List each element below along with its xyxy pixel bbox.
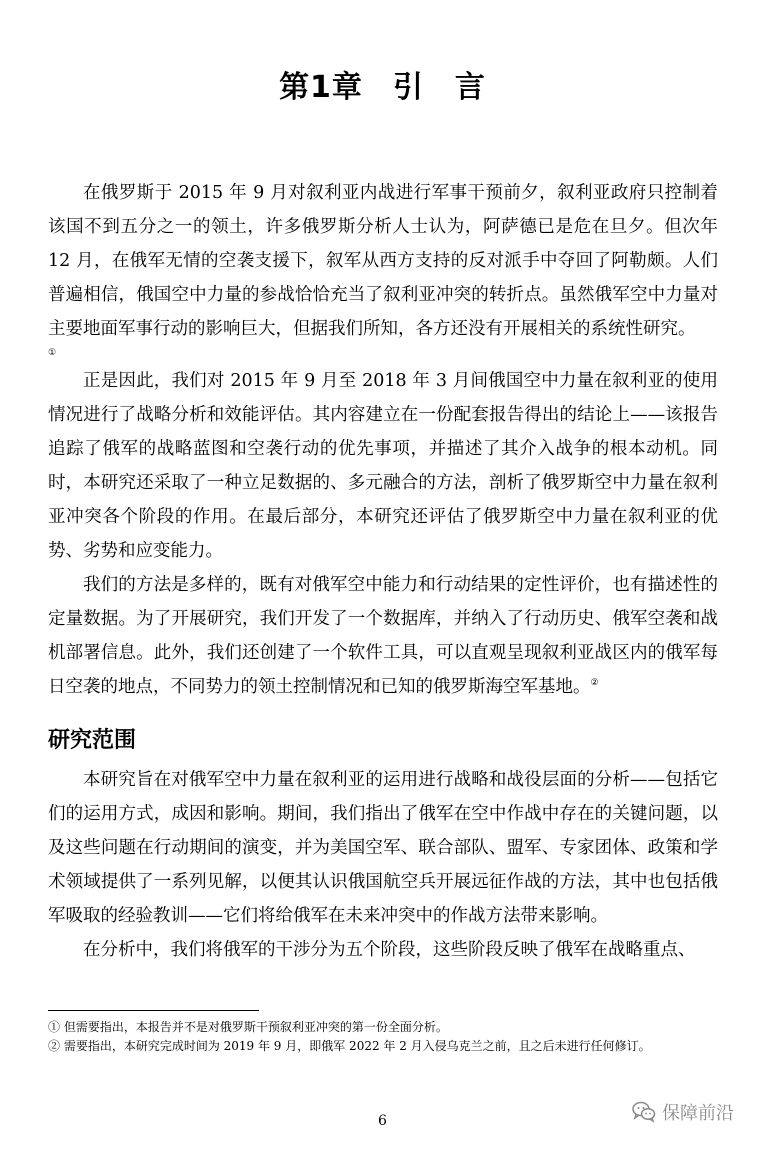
chapter-title: [0, 62, 765, 106]
footnotes: [48, 1018, 728, 1056]
footnote-2: ② 需要指出，本研究完成时间为 2019 年 9 月，即俄军 2022 年 2 月入侵乌克兰之前，且之后未进行任何修订。: [48, 1039, 651, 1053]
paragraph-2-text: 正是因此，我们对 2015 年 9 月至 2018 年 3 月间俄国空中力量在叙利亚的使用情况进行了战略分析和效能评估。其内容建立在一份配套报告得出的结论上——该报告追踪了俄军的战略蓝图和空袭行动的优先事项，并描述了其介入战争的根本动机。同时，本研究还采取了一种立足数据的、多元融合的方法，剖析了俄罗斯空中力量在叙利亚冲突各个阶段的作用。在最后部分，本研究还评估了俄罗斯空中力量在叙利亚的优势、劣势和应变能力。: [48, 371, 718, 561]
watermark-text: 保障前沿: [662, 1103, 734, 1124]
footnote-divider: [48, 1010, 259, 1011]
watermark: [632, 1099, 734, 1125]
paragraph-1: [48, 176, 718, 360]
section-body: [48, 763, 718, 967]
footnote-ref-1[interactable]: ①: [48, 348, 57, 358]
intro-body: [48, 176, 718, 704]
footnote-1: ① 但需要指出，本报告并不是对俄罗斯干预叙利亚冲突的第一份全面分析。: [48, 1020, 448, 1034]
section-paragraph-1: [48, 763, 718, 933]
section-paragraph-2: [48, 933, 718, 967]
section-paragraph-1-text: 本研究旨在对俄军空中力量在叙利亚的运用进行战略和战役层面的分析——包括它们的运用方式，成因和影响。期间，我们指出了俄军在空中作战中存在的关键问题，以及这些问题在行动期间的演变，并为美国空军、联合部队、盟军、专家团体、政策和学术领域提供了一系列见解，以便其认识俄国航空兵开展远征作战的方法，其中也包括俄军吸取的经验教训——它们将给俄军在未来冲突中的作战方法带来影响。: [48, 770, 718, 926]
paragraph-2: [48, 364, 718, 568]
wechat-icon: [632, 1101, 656, 1123]
chapter-label: 第1章: [279, 70, 363, 105]
paragraph-3-text: 我们的方法是多样的，既有对俄军空中能力和行动结果的定性评价，也有描述性的定量数据。为了开展研究，我们开发了一个数据库，并纳入了行动历史、俄军空袭和战机部署信息。此外，我们还创建了一个软件工具，可以直观呈现叙利亚战区内的俄军每日空袭的地点，不同势力的领土控制情况和已知的俄罗斯海空军基地。: [48, 575, 718, 697]
section-paragraph-2-text: 在分析中，我们将俄军的干涉分为五个阶段，这些阶段反映了俄军在战略重点、: [83, 940, 696, 960]
footnote-ref-2[interactable]: ②: [590, 678, 599, 689]
page-number: 6: [378, 1113, 387, 1129]
paragraph-1-text: 在俄罗斯于 2015 年 9 月对叙利亚内战进行军事干预前夕，叙利亚政府只控制着该国不到五分之一的领土，许多俄罗斯分析人士认为，阿萨德已是危在旦夕。但次年 12 月，在俄军无情的空袭支援下，叙军从西方支持的反对派手中夺回了阿勒颇。人们普遍相信，俄国空中力量的参战恰恰充当了叙利亚冲突的转折点。虽然俄军空中力量对主要地面军事行动的影响巨大，但据我们所知，各方还没有开展相关的系统性研究。: [48, 183, 718, 339]
section-heading: 研究范围: [48, 728, 137, 753]
paragraph-3: [48, 568, 718, 704]
chapter-name: 引 言: [392, 70, 486, 105]
